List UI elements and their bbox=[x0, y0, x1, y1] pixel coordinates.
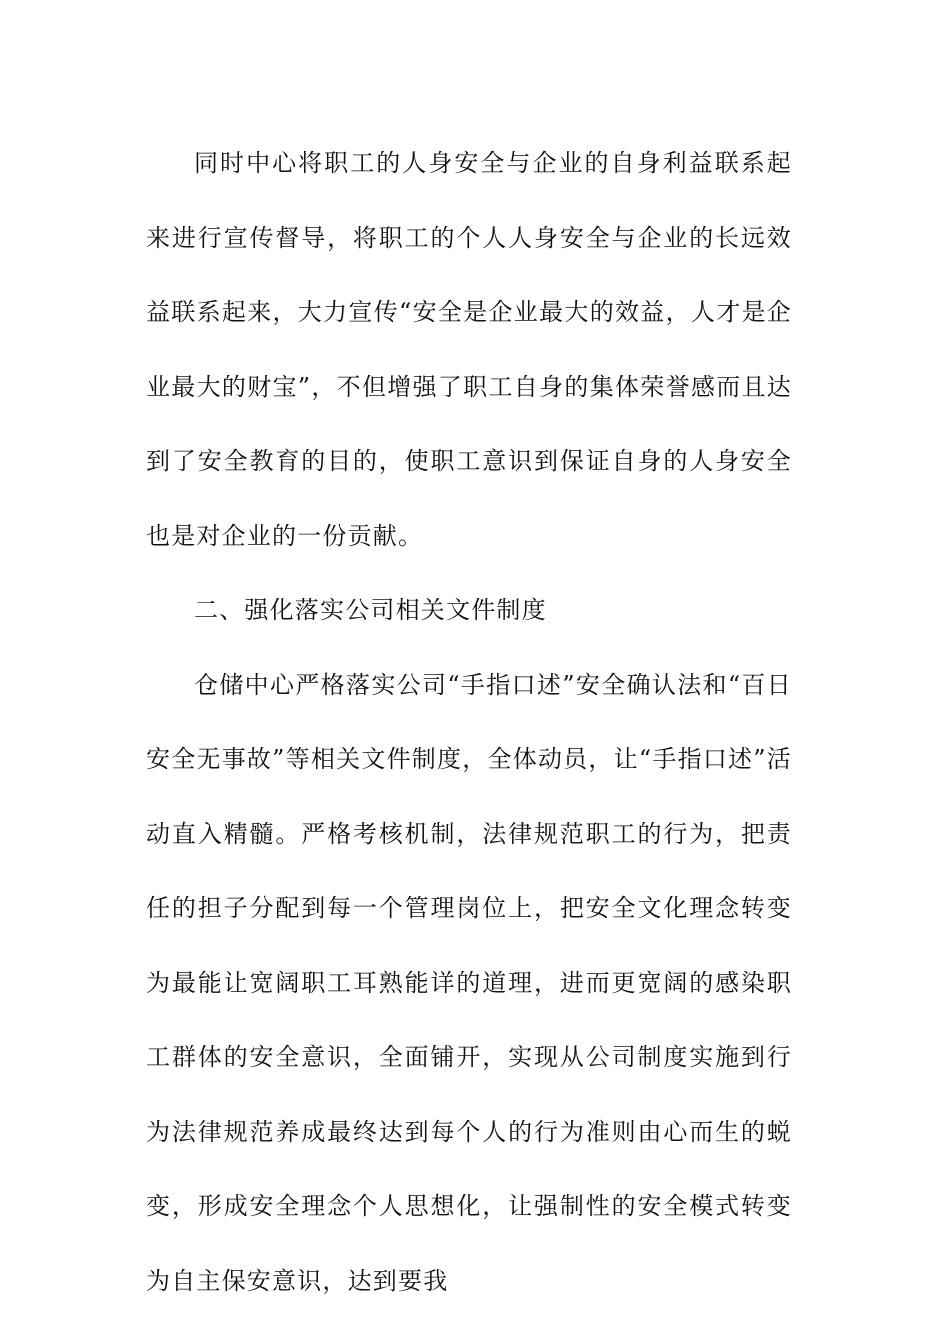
body-paragraph: 仓储中心严格落实公司“手指口述”安全确认法和“百日安全无事故”等相关文件制度，全体动员，让“手指口述”活动直入精髓。严格考核机制，法律规范职工的行为，把责任的担子分配到每一个管理岗位上，把安全文化理念转变为最能让宽阔职工耳熟能详的道理，进而更宽阔的感染职工群体的安全意识，全面铺开，实现从公司制度实施到行为法律规范养成最终达到每个人的行为准则由心而生的蜕变，形成安全理念个人思想化，让强制性的安全模式转变为自主保安意识，达到要我 bbox=[146, 670, 792, 1295]
body-paragraph: 同时中心将职工的人身安全与企业的自身利益联系起来进行宣传督导，将职工的个人人身安全与企业的长远效益联系起来，大力宣传“安全是企业最大的效益，人才是企业最大的财宝”，不但增强了职工自身的集体荣誉感而且达到了安全教育的目的，使职工意识到保证自身的人身安全也是对企业的一份贡献。 bbox=[146, 149, 792, 550]
section-heading: 二、强化落实公司相关文件制度 bbox=[194, 596, 547, 624]
document-body bbox=[146, 126, 792, 1318]
